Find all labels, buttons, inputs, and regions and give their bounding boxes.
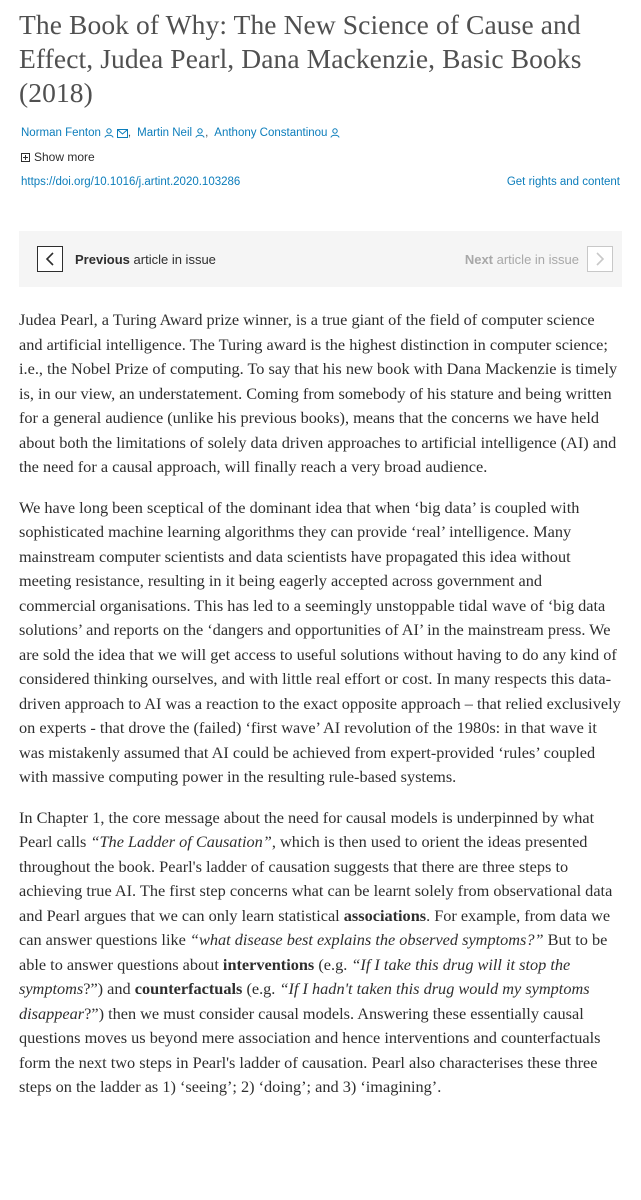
chevron-left-icon[interactable] <box>37 246 63 272</box>
show-more-button[interactable] <box>19 150 622 164</box>
term-interventions: interventions <box>222 954 315 974</box>
next-article-label[interactable]: Next article in issue <box>464 251 579 267</box>
body-paragraph-2: We have long been sceptical of the dominant idea that when ‘big data’ is coupled with sophisticated machine learning algorithms they can provide ‘real’ intelligence. Many mainstream computer scientists and data scientists have propagated this idea without meeting resistance, resulting in it being eagerly accepted across government and commercial organisations. This has led to a seemingly unstoppable tidal wave of ‘big data solutions’ and reports on the ‘dangers and opportunities of AI’ in the mainstream press. We are sold the idea that we will get access to useful solutions without having to do any kind of considered thinking ourselves, and with little real effort or cost. In many respects this data-driven approach to AI was a reaction to the exact opposite approach – that relied exclusively on experts - that drove the (failed) ‘first wave’ AI revolution of the 1980s: in that wave it was mistakenly assumed that AI could be achieved from expert-provided ‘rules’ coupled with massive computing power in the resulting rule-based systems. <box>19 497 621 786</box>
email-icon[interactable] <box>117 129 128 138</box>
author-anthony-constantinou[interactable] <box>214 127 340 139</box>
person-icon <box>330 128 340 138</box>
article-navigation <box>19 231 622 287</box>
term-associations: associations <box>343 905 427 925</box>
get-rights-link[interactable]: Get rights and content <box>506 176 620 188</box>
show-more-label: Show more <box>34 150 95 164</box>
author-name[interactable]: Norman Fenton <box>21 127 101 139</box>
body-paragraph-3: In Chapter 1, the core message about the need for causal models is underpinned by what Pearl calls “The Ladder of Causation”, which is then used to orient the ideas presented throughout the book. Pearl's ladder of causation suggests that there are three steps to achieving true AI. The first step concerns what can be learnt solely from observational data and Pearl argues that we can only learn statistical associations. For example, from data we can answer questions like “what disease best explains the observed symptoms?” But to be able to answer questions about interventions (e.g. “If I take this drug will it stop the symptoms?”) and counterfactuals (e.g. “If I hadn't taken this drug would my symptoms disappear?”) then we must consider causal models. Answering these essentially causal questions moves us beyond mere association and hence interventions and counterfactuals form the next two steps in Pearl's ladder of causation. Pearl also characterises these three steps on the ladder as 1) ‘seeing’; 2) ‘doing’; and 3) ‘imagining’. <box>19 807 613 1096</box>
previous-article-button[interactable] <box>37 246 216 272</box>
plus-box-icon <box>21 153 30 162</box>
author-list <box>19 127 622 139</box>
person-icon <box>195 128 205 138</box>
author-name[interactable]: Martin Neil <box>137 127 193 139</box>
person-icon <box>104 128 114 138</box>
doi-link[interactable]: https://doi.org/10.1016/j.artint.2020.103286 <box>21 176 241 188</box>
chevron-right-icon[interactable] <box>587 246 613 272</box>
body-paragraph-1: Judea Pearl, a Turing Award prize winner, is a true giant of the field of computer science and artificial intelligence. The Turing award is the highest distinction in computer science; i.e., the Nobel Prize of computing. To say that his new book with Dana Mackenzie is timely is, in our view, an understatement. Coming from somebody of his stature and being written for a general audience (unlike his previous books), means that the concerns we have held about both the limitations of solely data driven approaches to artificial intelligence (AI) and the need for a causal approach, will finally reach a very broad audience. <box>19 310 618 476</box>
author-norman-fenton[interactable]: Norman Fenton , <box>21 127 132 139</box>
author-name[interactable]: Anthony Constantinou <box>214 127 328 139</box>
author-martin-neil[interactable]: Martin Neil , <box>137 127 209 139</box>
doi-row <box>19 176 622 188</box>
term-counterfactuals: counterfactuals <box>134 979 243 998</box>
previous-article-label[interactable]: Previous article in issue <box>75 251 216 267</box>
article-title: The Book of Why: The New Science of Cause and Effect, Judea Pearl, Dana Mackenzie, Basic Books (2018) <box>19 9 582 108</box>
article-body <box>19 308 622 1100</box>
next-article-button[interactable] <box>465 246 613 272</box>
